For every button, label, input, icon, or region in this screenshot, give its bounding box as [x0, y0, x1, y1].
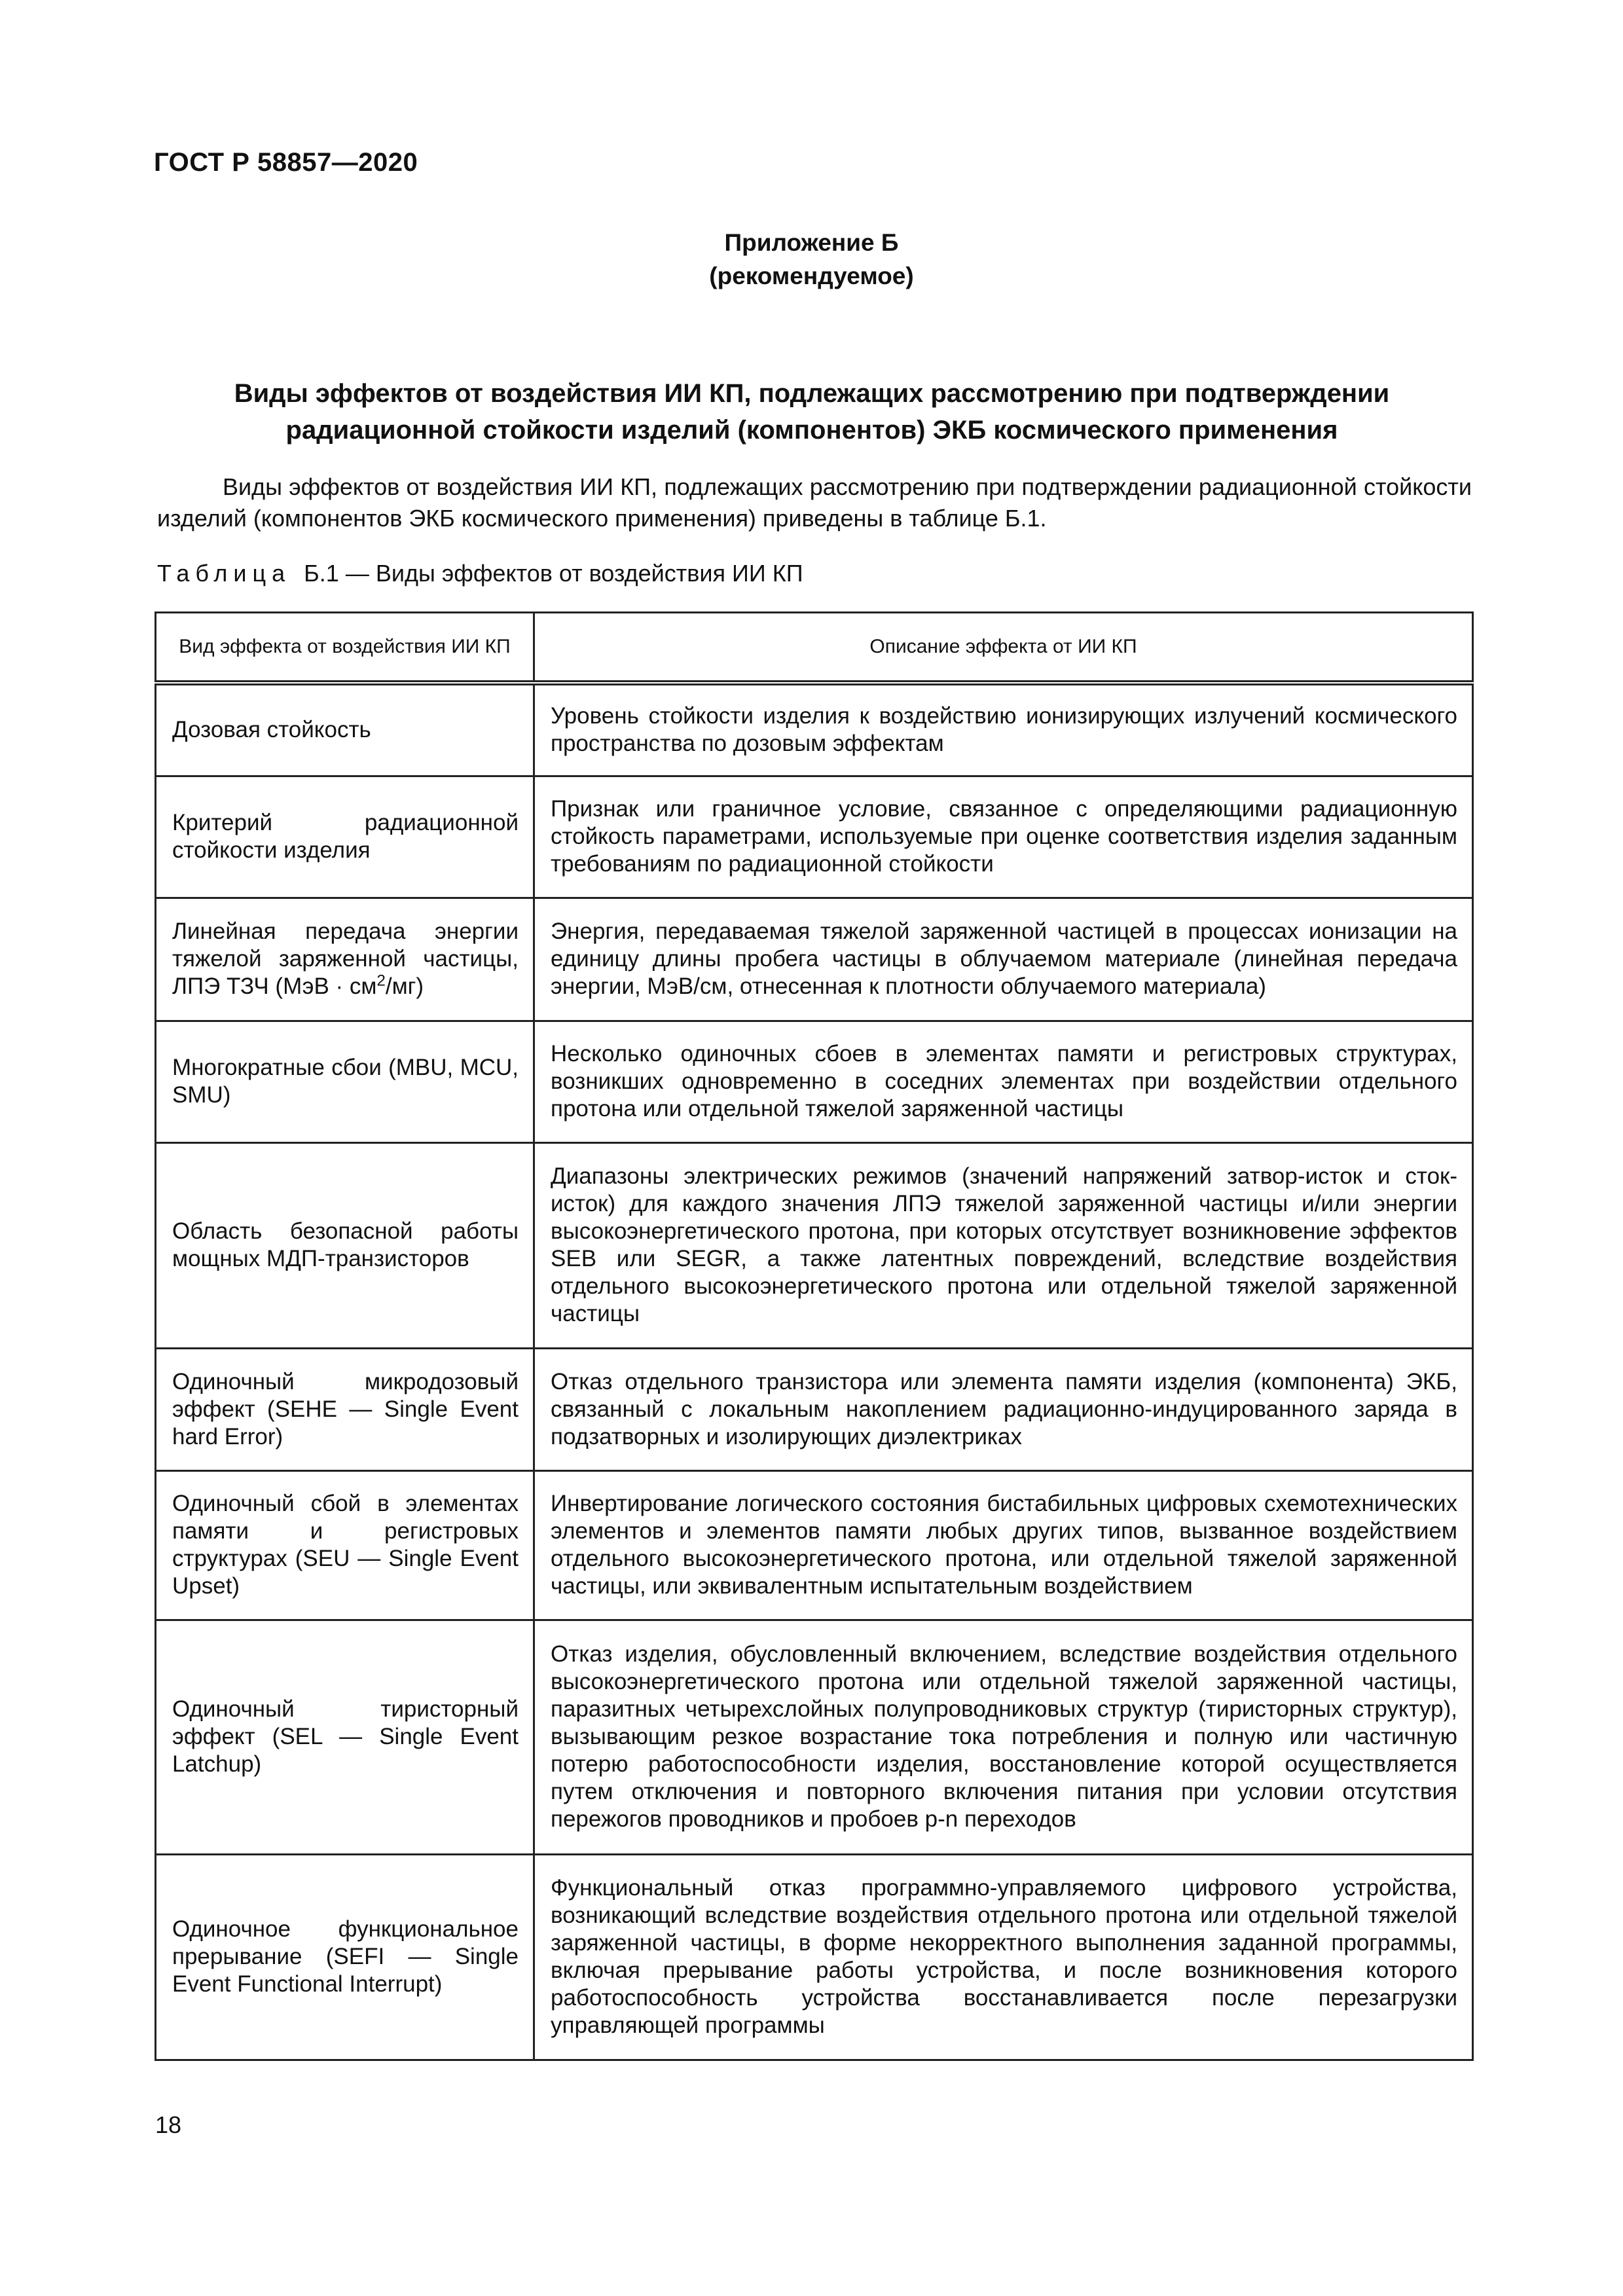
table-row — [156, 1348, 1473, 1470]
effect-description: Функциональный отказ программно-управляемого цифрового устройства, возникающий вследствие воздействия отдельного протона или отдельной тяжелой заряженной частицы, в форме некорректного выполнения заданной программы, включая прерывание работы устройства, и после возникновения которого работоспособность устройства восстанавливается после перезагрузки управляющей программы — [534, 1854, 1473, 2060]
section-heading-line-1: Виды эффектов от воздействия ИИ КП, подлежащих рассмотрению при подтверждении — [234, 379, 1390, 408]
appendix-title: Приложение Б — [724, 229, 899, 256]
table-caption-text: Б.1 — Виды эффектов от воздействия ИИ КП — [304, 560, 803, 587]
effect-description: Отказ отдельного транзистора или элемента памяти изделия (компонента) ЭКБ, связанный с локальным накоплением радиационно-индуцированного заряда в подзатворных и изолирующих диэлектриках — [534, 1348, 1473, 1470]
document-code: ГОСТ Р 58857—2020 — [154, 148, 418, 177]
table-row — [156, 898, 1473, 1021]
effect-name: Многократные сбои (MBU, MCU, SMU) — [156, 1021, 534, 1142]
section-heading — [170, 375, 1453, 448]
column-header-description: Описание эффекта от ИИ КП — [534, 613, 1473, 683]
page-number: 18 — [155, 2111, 182, 2138]
effect-description: Диапазоны электрических режимов (значений напряжений затвор-исток и сток-исток) для каждого значения ЛПЭ тяжелой заряженной частицы и/или энергии высокоэнергетического протона, при которых отсутствует возникновение эффектов SEB или SEGR, а также латентных повреждений, вследствие воздействия отдельного высокоэнергетического протона или отдельной тяжелой заряженной частицы — [534, 1142, 1473, 1348]
table-row — [156, 1021, 1473, 1142]
effect-description: Энергия, передаваемая тяжелой заряженной частицей в процессах ионизации на единицу длины пробега частицы в облучаемом материале (линейная передача энергии, МэВ/см, отнесенная к плотности облучаемого материала) — [534, 898, 1473, 1021]
effect-description: Инвертирование логического состояния бистабильных цифровых схемотехнических элементов и элементов памяти любых других типов, вызванное воздействием отдельного высокоэнергетического протона, или отдельной тяжелой заряженной частицы, или эквивалентным испытательным воздействием — [534, 1470, 1473, 1620]
effect-description: Уровень стойкости изделия к воздействию ионизирующих излучений космического пространства по дозовым эффектам — [534, 683, 1473, 776]
effect-name: Критерий радиационной стойкости изделия — [156, 776, 534, 898]
effect-description: Признак или граничное условие, связанное с определяющими радиационную стойкость параметрами, используемые при оценке соответствия изделия заданным требованиям по радиационной стойкости — [534, 776, 1473, 898]
table-row — [156, 776, 1473, 898]
effect-name: Область безопасной работы мощных МДП-транзисторов — [156, 1142, 534, 1348]
effect-description: Отказ изделия, обусловленный включением, вследствие воздействия отдельного высокоэнергетического протона или отдельной тяжелой заряженной частицы, паразитных четырехслойных полупроводниковых структур (тиристорных структур), вызывающим резкое возрастание тока потребления и полную или частичную потерю работоспособности изделия, восстановление которой осуществляется путем отключения и повторного включения питания при условии отсутствия пережогов проводников и пробоев p-n переходов — [534, 1620, 1473, 1854]
effect-name — [156, 898, 534, 1021]
effect-name-main: Линейная передача энергии тяжелой заряженной частицы, ЛПЭ ТЗЧ (МэВ · см — [172, 919, 519, 999]
effect-description: Несколько одиночных сбоев в элементах памяти и регистровых структурах, возникших одновременно в соседних элементах при воздействии отдельного протона или отдельной тяжелой заряженной частицы — [534, 1021, 1473, 1142]
effect-name: Одиночное функциональное прерывание (SEFI — Single Event Functional Interrupt) — [156, 1854, 534, 2060]
effect-name-superscript: 2 — [376, 972, 386, 990]
effects-table — [155, 611, 1474, 2061]
column-header-effect-type: Вид эффекта от воздействия ИИ КП — [156, 613, 534, 683]
table-row — [156, 1470, 1473, 1620]
table-row — [156, 1142, 1473, 1348]
effect-name: Одиночный сбой в элементах памяти и регистровых структурах (SEU — Single Event Upset) — [156, 1470, 534, 1620]
effect-name-end: /мг) — [385, 974, 424, 999]
table-caption-prefix: Таблица — [157, 560, 291, 587]
table-row — [156, 683, 1473, 776]
table-row — [156, 1620, 1473, 1854]
effect-name: Дозовая стойкость — [156, 683, 534, 776]
table-row — [156, 1854, 1473, 2060]
intro-paragraph: Виды эффектов от воздействия ИИ КП, подлежащих рассмотрению при подтверждении радиационной стойкости изделий (компонентов ЭКБ космического применения) приведены в таблице Б.1. — [157, 473, 1472, 532]
table-caption — [157, 560, 803, 587]
effect-name: Одиночный микродозовый эффект (SEHE — Single Event hard Error) — [156, 1348, 534, 1470]
effect-name: Одиночный тиристорный эффект (SEL — Single Event Latchup) — [156, 1620, 534, 1854]
table-header-row — [156, 613, 1473, 683]
appendix-status: (рекомендуемое) — [709, 263, 914, 289]
section-heading-line-2: радиационной стойкости изделий (компонентов) ЭКБ космического применения — [285, 416, 1338, 445]
